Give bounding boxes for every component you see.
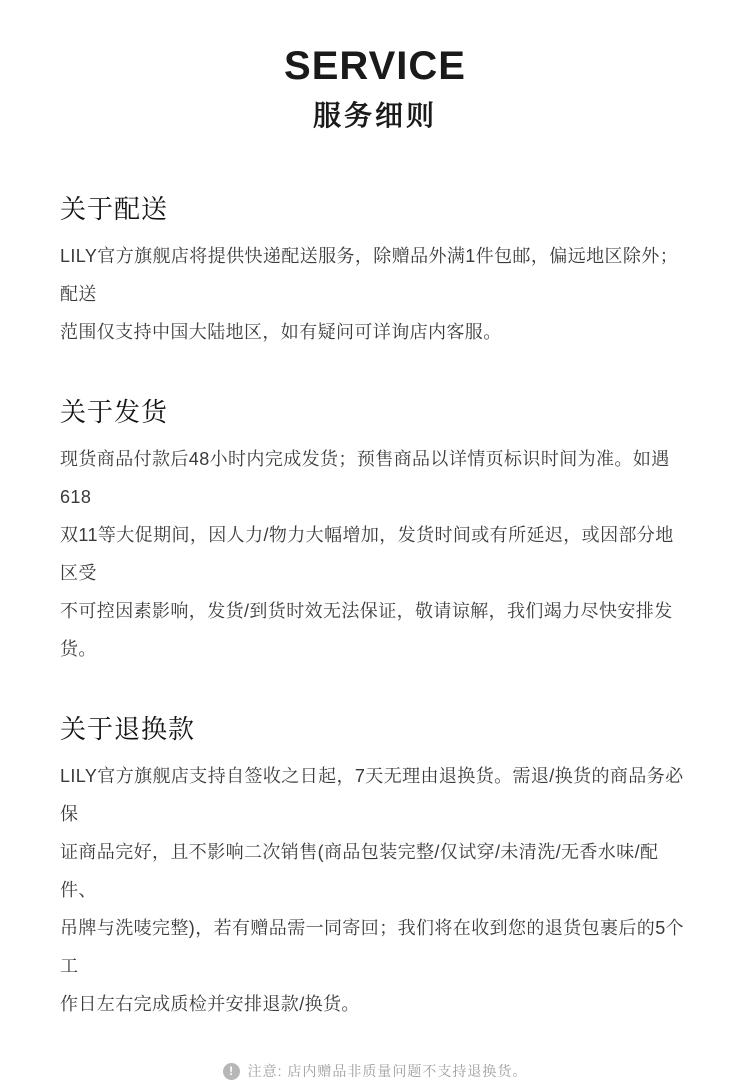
paragraph-line: LILY官方旗舰店将提供快递配送服务，除赠品外满1件包邮，偏远地区除外；配送 (60, 246, 679, 304)
section-returns (60, 713, 690, 1023)
section-delivery (60, 193, 690, 351)
paragraph-line: LILY官方旗舰店支持自签收之日起，7天无理由退换货。需退/换货的商品务必保 (60, 766, 684, 824)
footer-note-text: 注意: 店内赠品非质量问题不支持退换货。 (247, 1063, 528, 1079)
paragraph-line: 吊牌与洗唛完整)，若有赠品需一同寄回；我们将在收到您的退货包裹后的5个工 (60, 918, 685, 976)
section-delivery-heading: 关于配送 (60, 194, 169, 224)
section-shipping (60, 396, 690, 668)
paragraph-line: 证商品完好，且不影响二次销售(商品包装完整/仅试穿/未清洗/无香水味/配件、 (60, 842, 659, 900)
page-header (0, 0, 750, 133)
page-subtitle: 服务细则 (312, 100, 437, 131)
paragraph-line: 不可控因素影响，发货/到货时效无法保证，敬请谅解，我们竭力尽快安排发货。 (60, 601, 673, 659)
section-shipping-body (60, 440, 690, 668)
section-delivery-body (60, 237, 690, 351)
paragraph-line: 范围仅支持中国大陆地区，如有疑问可详询店内客服。 (60, 322, 502, 342)
section-shipping-heading: 关于发货 (60, 397, 169, 427)
exclamation-circle-icon: ! (223, 1063, 240, 1080)
paragraph-line: 作日左右完成质检并安排退款/换货。 (60, 994, 360, 1014)
paragraph-line: 双11等大促期间，因人力/物力大幅增加，发货时间或有所延迟，或因部分地区受 (60, 525, 674, 583)
paragraph-line: 现货商品付款后48小时内完成发货；预售商品以详情页标识时间为准。如遇618 (60, 449, 670, 507)
footer-note (0, 1061, 750, 1081)
page-title: SERVICE (284, 44, 466, 88)
section-returns-heading: 关于退换款 (60, 714, 196, 744)
section-returns-body (60, 757, 690, 1023)
